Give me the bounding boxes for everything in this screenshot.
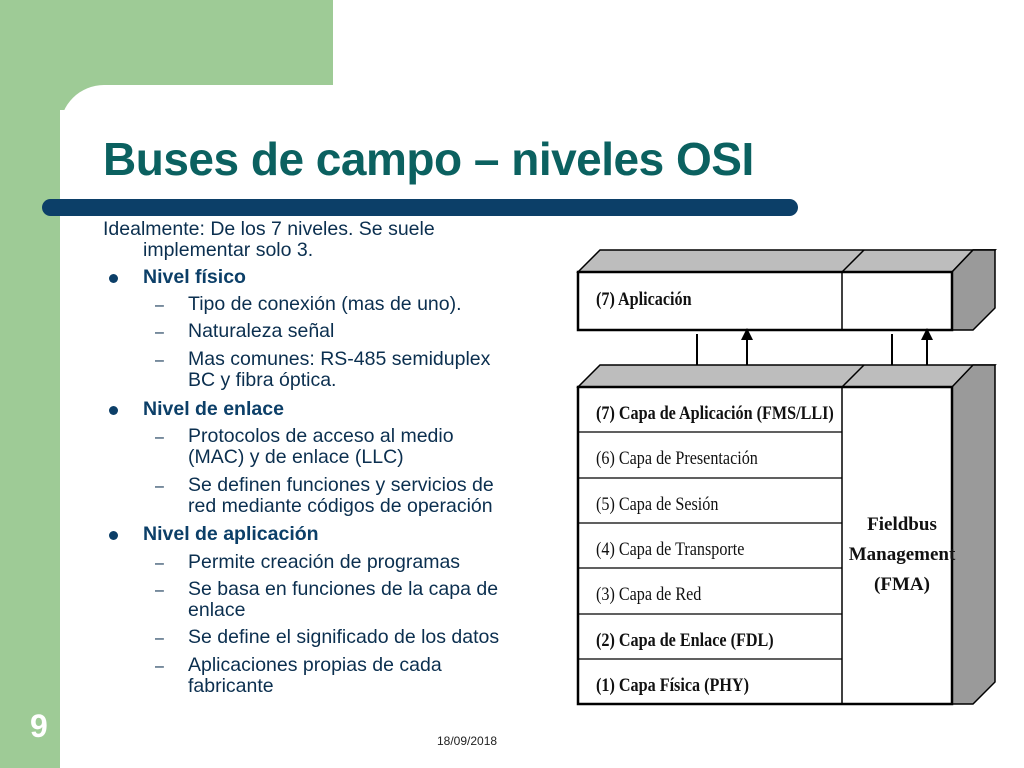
bullet-label: Nivel de aplicación bbox=[143, 523, 319, 545]
top-box-label: (7) Aplicación bbox=[596, 289, 692, 310]
dash-icon: – bbox=[155, 352, 164, 369]
intro-line-2: implementar solo 3. bbox=[143, 239, 314, 261]
sub-item: – Aplicaciones propias de cada bbox=[155, 654, 442, 676]
fma-line-3: (FMA) bbox=[874, 574, 930, 595]
top-box-roof bbox=[578, 250, 995, 272]
dash-icon: – bbox=[155, 658, 164, 675]
layer-6-label: (6) Capa de Presentación bbox=[596, 448, 758, 469]
sub-item: – Se basa en funciones de la capa de bbox=[155, 578, 499, 600]
intro-line-1: Idealmente: De los 7 niveles. Se suele bbox=[103, 219, 435, 240]
layer-3-label: (3) Capa de Red bbox=[596, 584, 702, 605]
bullet-dot-icon bbox=[109, 406, 118, 415]
sub-item: – Permite creación de programas bbox=[155, 551, 461, 573]
dash-icon: – bbox=[155, 478, 164, 495]
title-underline bbox=[42, 199, 798, 216]
layer-7-label: (7) Capa de Aplicación (FMS/LLI) bbox=[596, 403, 834, 424]
sub-item: – Se definen funciones y servicios de bbox=[155, 474, 494, 496]
slide-text-body bbox=[103, 219, 533, 709]
sub-item-continuation: enlace bbox=[188, 599, 246, 621]
sub-item: – Naturaleza señal bbox=[155, 320, 335, 342]
layer-5-label: (5) Capa de Sesión bbox=[596, 494, 719, 515]
sub-item: – Se define el significado de los datos bbox=[155, 626, 500, 648]
slide-number: 9 bbox=[30, 708, 48, 744]
layer-4-label: (4) Capa de Transporte bbox=[596, 539, 745, 560]
layer-1-label: (1) Capa Física (PHY) bbox=[596, 675, 749, 696]
sub-item-continuation: BC y fibra óptica. bbox=[188, 369, 337, 391]
fma-label bbox=[842, 510, 962, 600]
sub-item-continuation: red mediante códigos de operación bbox=[188, 495, 493, 517]
bullet-nivel-fisico bbox=[103, 267, 246, 288]
sub-item-continuation: (MAC) y de enlace (LLC) bbox=[188, 446, 404, 468]
dash-icon: – bbox=[155, 630, 164, 647]
dash-icon: – bbox=[155, 555, 164, 572]
fma-line-2: Management bbox=[848, 544, 956, 565]
bullet-nivel-aplicacion bbox=[103, 524, 319, 545]
dash-icon: – bbox=[155, 582, 164, 599]
bullet-label: Nivel físico bbox=[143, 266, 246, 288]
sub-item: – Protocolos de acceso al medio bbox=[155, 425, 454, 447]
stack-roof bbox=[578, 365, 995, 387]
footer-date: 18/09/2018 bbox=[437, 734, 498, 748]
dash-icon: – bbox=[155, 324, 164, 341]
sub-item-continuation: fabricante bbox=[188, 675, 274, 697]
osi-diagram bbox=[560, 240, 1010, 720]
dash-icon: – bbox=[155, 429, 164, 446]
layer-2-label: (2) Capa de Enlace (FDL) bbox=[596, 630, 774, 651]
sub-item: – Mas comunes: RS-485 semiduplex bbox=[155, 348, 491, 370]
left-green-strip bbox=[0, 0, 60, 768]
bullet-dot-icon bbox=[109, 274, 118, 283]
dash-icon: – bbox=[155, 297, 164, 314]
slide-title: Buses de campo – niveles OSI bbox=[103, 133, 754, 185]
fma-line-1: Fieldbus bbox=[867, 514, 937, 535]
bullet-dot-icon bbox=[109, 531, 118, 540]
bullet-nivel-enlace bbox=[103, 399, 284, 420]
sub-item: – Tipo de conexión (mas de uno). bbox=[155, 293, 462, 315]
bullet-label: Nivel de enlace bbox=[143, 398, 284, 420]
